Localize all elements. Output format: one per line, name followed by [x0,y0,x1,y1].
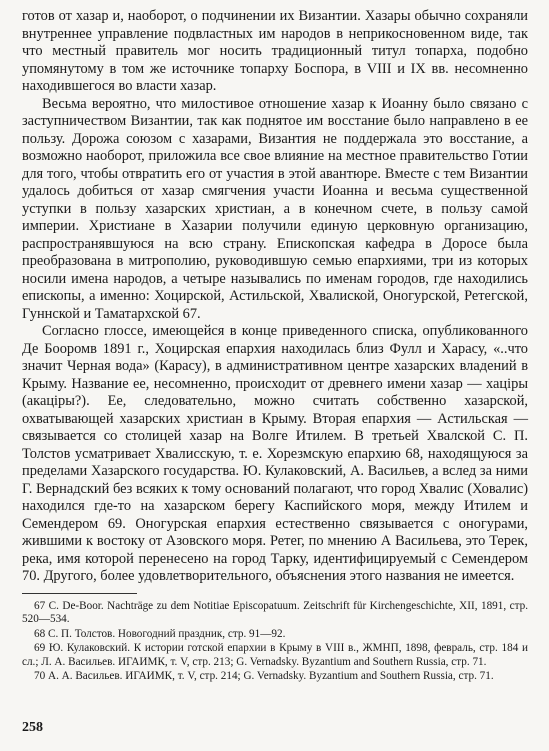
page-number: 258 [22,720,43,735]
footnote-68: 68 С. П. Толстов. Новогодний праздник, стр. 91—92. [34,627,286,640]
footnote-69: 69 Ю. Кулаковский. К истории готской епархии в Крыму в VIII в., ЖМНП, 1898, февраль, стр. 184 и сл.; Л. А. Васильев. ИГАИМК, т. V, стр. 213; G. Vernadsky. Byzantium and Southern Russia, стр. 71. [22,642,528,668]
footnote-70: 70 А. А. Васильев. ИГАИМК, т. V, стр. 214; G. Vernadsky. Byzantium and Southern Russia, стр. 71. [34,670,494,683]
paragraph-3: Согласно глоссе, имеющейся в конце приведенного списка, опубликованного Де Бооромв 1891 г., Хоцирская епархия находилась близ Фулл и Харасу, «..что значит Черная вода» (Карасу), в административном центре хазарских владений в Крыму. Название ее, несомненно, происходит от древнего имени хазар — хацiры (акацiры?). Ее, следовательно, можно считать собственно хазарской, охватывающей хазарских христиан в Крыму. Вторая епархия — Астильская — связывается со столицей хазар на Волге Итилем. В третьей Хвалской С. П. Толстов усматривает Хвалисскую, т. е. Хорезмскую епархию 68, находящуюся за пределами Хазарского государства. Ю. Кулаковский, А. Васильев, а вслед за ними Г. Вернадский без всяких к тому оснований полагают, что город Хвалис (Ховалис) находился где-то на хазарском берегу Каспийского моря, между Итилем и Семендером 69. Оногурская епархия естественно связывается с оногурами, жившими к востоку от Азовского моря. Ретег, по мнению А Васильева, это Терек, река, имя которой перенесено на город Тарку, идентифицируемый с Семендером 70. Другого, более удовлетворительного, объяснения этого названия не имеется. [22,323,528,584]
footnotes [22,600,528,684]
paragraph-2: Весьма вероятно, что милостивое отношение хазар к Иоанну было связано с заступничеством Византии, так как поднятое им восстание было направлено в ее пользу. Дорожа союзом с хазарами, Византия не поддержала это восстание, а возможно наоборот, приложила все свое влияние на местное правительство Готии для того, чтобы отвратить его от участия в этой авантюре. Вместе с тем Византии удалось добиться от хазар смягчения участи Иоанна и весьма существенной уступки в пользу хазарских христиан, а в конечном счете, в пользу самой империи. Христиане в Хазарии получили единую церковную организацию, распространявшуюся на всю страну. Епископская кафедра в Доросе была преобразована в митрополию, руководившую семью епархиями, три из которых носили имена народов, а четыре назывались по именам городов, где находились епископы, а именно: Хоцирской, Астильской, Хвалиской, Оногурской, Ретегской, Гуннской и Таматархской 67. [22,95,528,322]
footnote-67: 67 C. De-Boor. Nachträge zu dem Notitiae Episcopatuum. Zeitschrift für Kirchengeschichte, XII, 1891, стр. 520—534. [22,600,528,626]
footnote-divider [22,593,137,594]
main-text [22,8,528,586]
paragraph-1: готов от хазар и, наоборот, о подчинении их Византии. Хазары обычно сохраняли внутреннее управление подвластных им народов в неприкосновенном виде, так что местный правитель мог носить традиционный титул топарха, подобно упомянутому в том же источнике топарху Боспора, в VIII и IX вв. несомненно находившегося во власти хазар. [22,8,528,94]
